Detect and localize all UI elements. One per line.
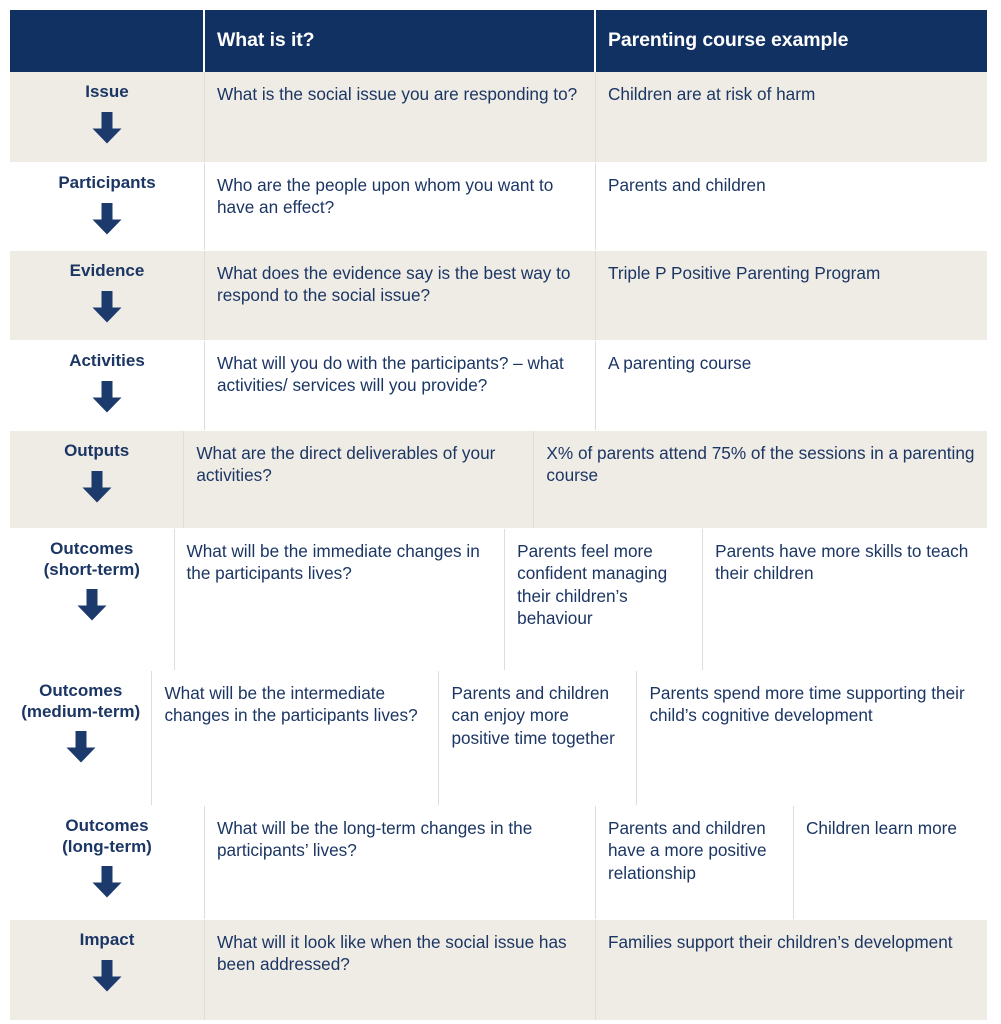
down-arrow-icon bbox=[90, 381, 124, 413]
example-cell: Triple P Positive Parenting Program bbox=[608, 263, 881, 283]
stage-sublabel: (short-term) bbox=[43, 559, 140, 579]
example-cell-group bbox=[439, 671, 987, 805]
stage-label: Participants bbox=[58, 173, 156, 192]
down-arrow-icon bbox=[80, 471, 114, 503]
stage-cell bbox=[10, 529, 175, 670]
stage-cell bbox=[10, 806, 205, 919]
table-row bbox=[10, 919, 987, 1020]
what-is-it-cell: Who are the people upon whom you want to have an effect? bbox=[205, 163, 596, 250]
table-row bbox=[10, 670, 987, 805]
stage-cell bbox=[10, 431, 184, 528]
stage-label: Issue bbox=[85, 82, 129, 101]
example-cell: Parents and children have a more positive relationship bbox=[596, 806, 794, 919]
example-cell: Children are at risk of harm bbox=[608, 84, 816, 104]
table-row bbox=[10, 162, 987, 250]
table-row bbox=[10, 250, 987, 340]
stage-cell bbox=[10, 163, 205, 250]
down-arrow-icon bbox=[90, 112, 124, 144]
down-arrow-icon bbox=[75, 589, 109, 621]
down-arrow-icon bbox=[90, 291, 124, 323]
down-arrow-icon bbox=[90, 960, 124, 992]
what-is-it-cell: What are the direct deliverables of your activities? bbox=[184, 431, 534, 528]
stage-label: Impact bbox=[79, 930, 135, 949]
example-cell-group bbox=[596, 806, 987, 919]
example-cell: Parents and children bbox=[608, 175, 766, 195]
example-cell-group bbox=[505, 529, 987, 670]
example-cell: Families support their children’s development bbox=[608, 932, 953, 952]
table-row bbox=[10, 72, 987, 162]
table-row bbox=[10, 430, 987, 528]
table-header-row bbox=[10, 10, 987, 72]
stage-sublabel: (medium-term) bbox=[21, 701, 141, 721]
stage-cell bbox=[10, 72, 205, 162]
down-arrow-icon bbox=[64, 731, 98, 763]
table-row bbox=[10, 528, 987, 670]
example-cell: X% of parents attend 75% of the sessions in a parenting course bbox=[546, 443, 975, 486]
stage-label: Activities bbox=[69, 351, 145, 370]
stage-cell bbox=[10, 920, 205, 1020]
down-arrow-icon bbox=[90, 203, 124, 235]
example-cell-secondary: Parents have more skills to teach their children bbox=[715, 541, 969, 584]
stage-label: Outputs bbox=[64, 441, 130, 460]
table-row bbox=[10, 805, 987, 919]
header-cell-what-is-it: What is it? bbox=[205, 10, 596, 72]
header-cell-parenting-course-example: Parenting course example bbox=[608, 28, 849, 51]
logic-model-table bbox=[10, 10, 987, 1015]
stage-cell bbox=[10, 251, 205, 340]
stage-label: Evidence bbox=[69, 261, 145, 280]
stage-cell bbox=[10, 341, 205, 430]
what-is-it-cell: What does the evidence say is the best way to respond to the social issue? bbox=[205, 251, 596, 340]
example-cell: Parents and children can enjoy more positive time together bbox=[439, 671, 637, 805]
what-is-it-cell: What will it look like when the social issue has been addressed? bbox=[205, 920, 596, 1020]
stage-label: Outcomes bbox=[39, 681, 123, 700]
example-cell-secondary: Parents spend more time supporting their child’s cognitive development bbox=[649, 683, 965, 726]
down-arrow-icon bbox=[90, 866, 124, 898]
example-cell: Parents feel more confident managing their children’s behaviour bbox=[505, 529, 703, 670]
what-is-it-cell: What will be the immediate changes in the participants lives? bbox=[175, 529, 506, 670]
stage-sublabel: (long-term) bbox=[62, 836, 152, 856]
what-is-it-cell: What will be the intermediate changes in the participants lives? bbox=[152, 671, 439, 805]
example-cell-secondary: Children learn more bbox=[806, 818, 957, 838]
table-body bbox=[10, 72, 987, 1020]
table-row bbox=[10, 340, 987, 430]
example-cell: A parenting course bbox=[608, 353, 752, 373]
header-cell-stage bbox=[10, 10, 205, 72]
what-is-it-cell: What is the social issue you are responding to? bbox=[205, 72, 596, 162]
what-is-it-cell: What will you do with the participants? – what activities/ services will you provide? bbox=[205, 341, 596, 430]
what-is-it-cell: What will be the long-term changes in the participants’ lives? bbox=[205, 806, 596, 919]
stage-label: Outcomes bbox=[50, 539, 134, 558]
stage-cell bbox=[10, 671, 152, 805]
stage-label: Outcomes bbox=[65, 816, 149, 835]
